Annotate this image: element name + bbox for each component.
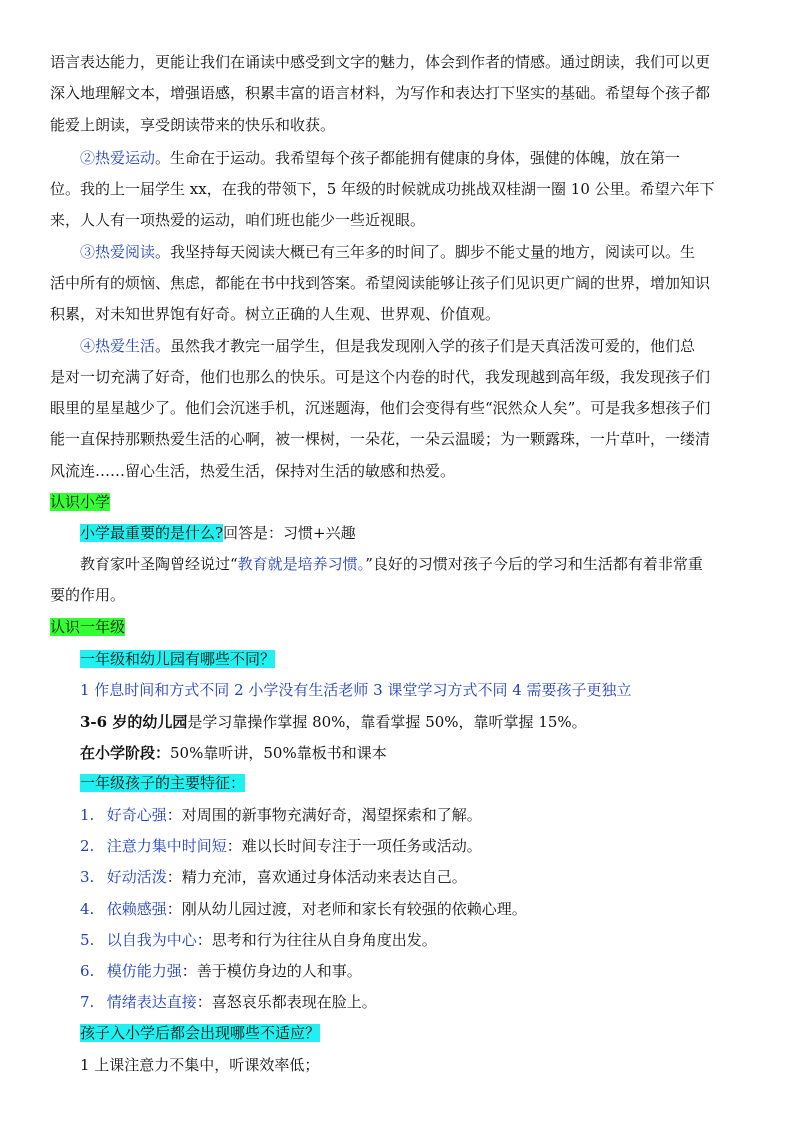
paragraph-line: 是对一切充满了好奇，他们也那么的快乐。可是这个内卷的时代，我发现越到高年级，我发现孩子们 (50, 368, 711, 386)
kindergarten-line: 3-6 岁的幼儿园是学习靠操作掌握 80%，靠看掌握 50%，靠听掌握 15%。 (80, 713, 587, 731)
paragraph-line: 语言表达能力，更能让我们在诵读中感受到文字的魅力，体会到作者的情感。通过朗读，我们可以更 (50, 53, 711, 71)
question-line (80, 648, 750, 670)
list-item: 6. 模仿能力强：善于模仿身边的人和事。 (80, 962, 362, 980)
list-item: 5. 以自我为中心：思考和行为往往从自身角度出发。 (80, 931, 437, 949)
highlighted-question: 小学最重要的是什么? (80, 524, 224, 542)
list-item: 2. 注意力集中时间短：难以长时间专注于一项任务或活动。 (80, 837, 482, 855)
section-heading: 认识小学 (50, 493, 111, 511)
item-title: ③热爱阅读 (80, 243, 156, 261)
question-line: 小学最重要的是什么?回答是：习惯+兴趣 (80, 524, 356, 542)
item-title: ②热爱运动 (80, 149, 156, 167)
maladapt-heading: 孩子入小学后都会出现哪些不适应？ (80, 1024, 321, 1042)
quote-line: 教育家叶圣陶曾经说过“教育就是培养习惯。”良好的习惯对孩子今后的学习和生活都有着非常重 (80, 555, 703, 573)
paragraph-line: 要的作用。 (50, 586, 126, 604)
paragraph-line: ④热爱生活。虽然我才教完一届学生，但是我发现刚入学的孩子们是天真活泼可爱的，他们总 (80, 337, 696, 355)
paragraph-line: 来，人人有一项热爱的运动，咱们班也能少一些近视眼。 (50, 211, 426, 229)
highlighted-question: 一年级和幼儿园有哪些不同？ (80, 650, 276, 668)
section-heading: 认识一年级 (50, 618, 126, 636)
paragraph-line: 眼里的星星越少了。他们会沉迷手机，沉迷题海，他们会变得有些“泯然众人矣”。可是我多想孩子们 (50, 399, 711, 417)
item-title: ④热爱生活 (80, 337, 156, 355)
traits-heading: 一年级孩子的主要特征： (80, 774, 246, 792)
paragraph-line: ②热爱运动。生命在于运动。我希望每个孩子都能拥有健康的身体，强健的体魄，放在第一 (80, 149, 681, 167)
paragraph-line: 深入地理解文本，增强语感，积累丰富的语言材料，为写作和表达打下坚实的基础。希望每个孩子都 (50, 84, 711, 102)
differences-line: 1 作息时间和方式不同 2 小学没有生活老师 3 课堂学习方式不同 4 需要孩子更独立 (80, 681, 632, 699)
list-item: 7. 情绪表达直接：喜怒哀乐都表现在脸上。 (80, 993, 377, 1011)
paragraph-line: 能爱上朗读，享受朗读带来的快乐和收获。 (50, 116, 336, 134)
list-item: 4. 依赖感强：刚从幼儿园过渡，对老师和家长有较强的依赖心理。 (80, 900, 527, 918)
list-item: 1. 好奇心强：对周围的新事物充满好奇，渴望探索和了解。 (80, 806, 482, 824)
paragraph-line: 1 上课注意力不集中，听课效率低； (80, 1056, 320, 1074)
paragraph-line: 能一直保持那颗热爱生活的心啊，被一棵树，一朵花，一朵云温暖；为一颗露珠，一片草叶，一缕清 (50, 430, 711, 448)
paragraph-line: 活中所有的烦恼、焦虑，都能在书中找到答案。希望阅读能够让孩子们见识更广阔的世界，增加知识 (50, 274, 711, 292)
primary-school-line: 在小学阶段：50%靠听讲，50%靠板书和课本 (80, 744, 387, 762)
paragraph-line: 积累，对未知世界饱有好奇。树立正确的人生观、世界观、价值观。 (50, 305, 501, 323)
list-item: 3. 好动活泼：精力充沛，喜欢通过身体活动来表达自己。 (80, 868, 467, 886)
paragraph-line: 风流连……留心生活，热爱生活，保持对生活的敏感和热爱。 (50, 462, 456, 480)
paragraph-line: 位。我的上一届学生 xx，在我的带领下，5 年级的时候就成功挑战双桂湖一圈 10 公里。希望六年下 (50, 180, 715, 198)
paragraph-line: ③热爱阅读。我坚持每天阅读大概已有三年多的时间了。脚步不能丈量的地方，阅读可以。生 (80, 243, 696, 261)
quote-highlight: 教育就是培养习惯。 (237, 555, 366, 573)
